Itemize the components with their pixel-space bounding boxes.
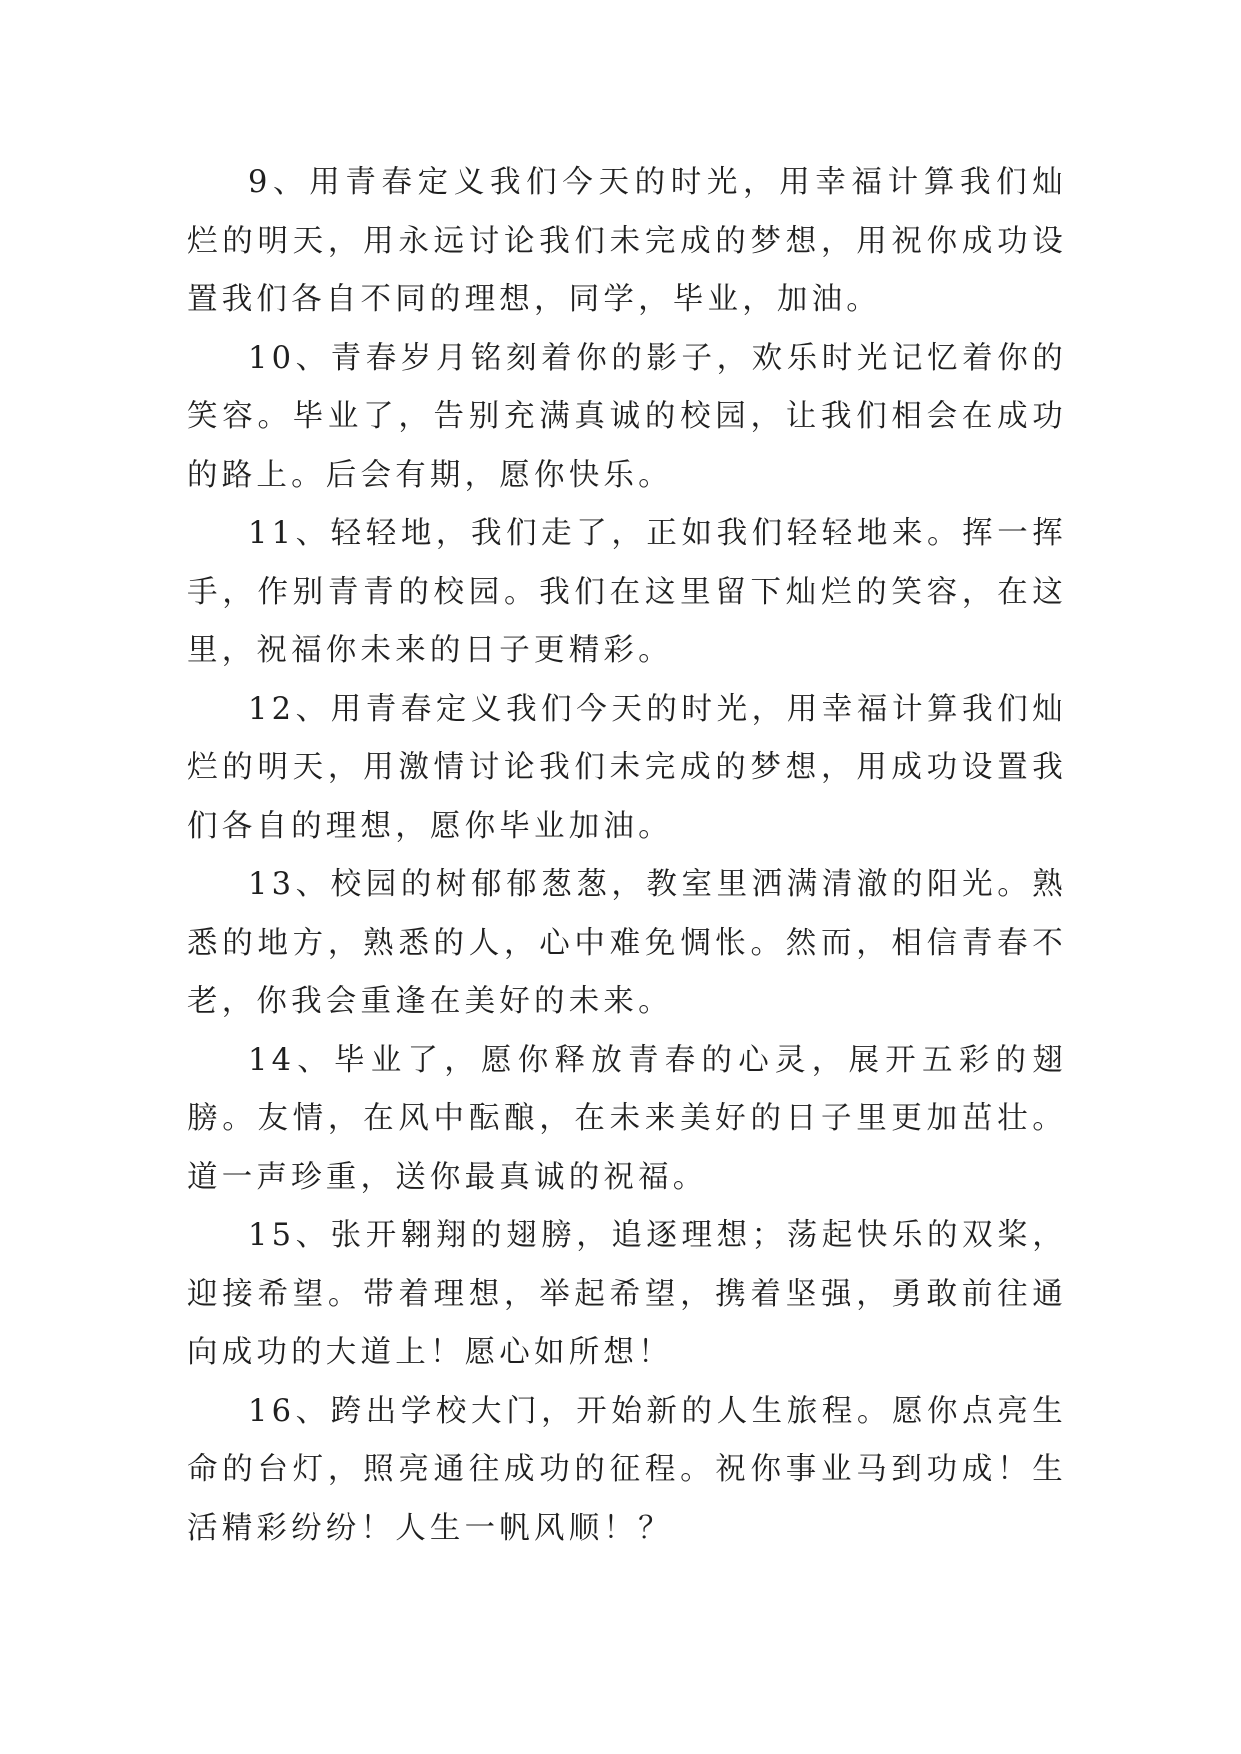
- paragraph-12: 12、用青春定义我们今天的时光，用幸福计算我们灿烂的明天，用激情讨论我们未完成的梦想，用成功设置我们各自的理想，愿你毕业加油。: [187, 691, 1067, 844]
- paragraph-13: 13、校园的树郁郁葱葱，教室里洒满清澈的阳光。熟悉的地方，熟悉的人，心中难免惆怅。然而，相信青春不老，你我会重逢在美好的未来。: [187, 867, 1067, 1019]
- paragraph-11: 11、轻轻地，我们走了，正如我们轻轻地来。挥一挥手，作别青青的校园。我们在这里留下灿烂的笑容，在这里，祝福你未来的日子更精彩。: [187, 516, 1067, 668]
- paragraph-9: 9、用青春定义我们今天的时光，用幸福计算我们灿烂的明天，用永远讨论我们未完成的梦想，用祝你成功设置我们各自不同的理想，同学，毕业，加油。: [187, 165, 1067, 317]
- paragraph-15: 15、张开翱翔的翅膀，追逐理想；荡起快乐的双桨，迎接希望。带着理想，举起希望，携着坚强，勇敢前往通向成功的大道上！愿心如所想！: [187, 1218, 1067, 1370]
- document-body: [187, 154, 1067, 1558]
- paragraph-14: 14、毕业了，愿你释放青春的心灵，展开五彩的翅膀。友情，在风中酝酿，在未来美好的日子里更加茁壮。道一声珍重，送你最真诚的祝福。: [187, 1042, 1067, 1195]
- paragraph-10: 10、青春岁月铭刻着你的影子，欢乐时光记忆着你的笑容。毕业了，告别充满真诚的校园，让我们相会在成功的路上。后会有期，愿你快乐。: [187, 340, 1067, 493]
- paragraph-16: 16、跨出学校大门，开始新的人生旅程。愿你点亮生命的台灯，照亮通往成功的征程。祝你事业马到功成！生活精彩纷纷！人生一帆风顺！？: [187, 1393, 1067, 1546]
